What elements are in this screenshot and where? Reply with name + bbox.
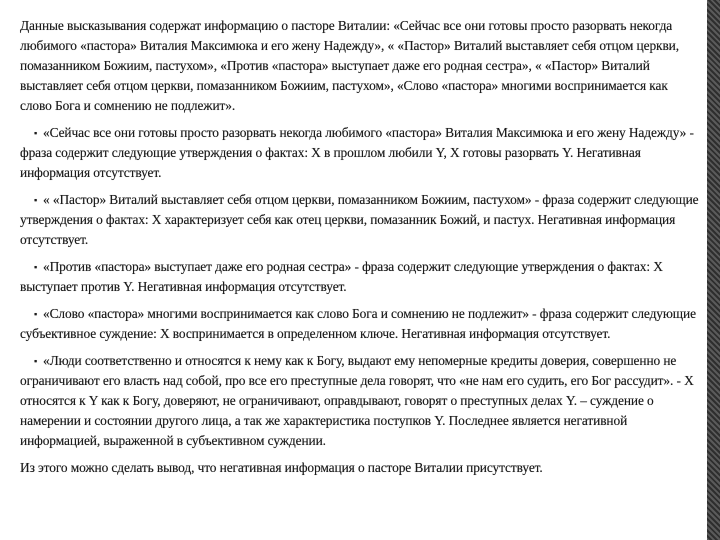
list-item	[20, 190, 710, 250]
conclusion-paragraph: Из этого можно сделать вывод, что негативная информация о пасторе Виталии присутствует.	[20, 460, 543, 475]
document-body	[20, 16, 710, 478]
bullet-icon: ▪	[34, 262, 38, 272]
list-item-text: «Сейчас все они готовы просто разорвать некогда любимого «пастора» Виталия Максимюка и его жену Надежду» - фраза содержит следующие утверждения о фактах: Х в прошлом любили Y, Х готовы разорвать Y. Негативная информация отсутствует.	[20, 125, 694, 180]
list-item-text: «Люди соответственно и относятся к нему как к Богу, выдают ему непомерные кредиты доверия, совершенно не ограничивают его власть над собой, про все его преступные дела говорят, что «не нам его судить, его Бог рассудит». - Х относятся к Y как к Богу, доверяют, не ограничивают, оправдывают, говорят о преступных делах Y. – суждение о намерении и состоянии другого лица, а так же характеристика поступков Y. Последнее является негативной информацией, выраженной в субъективном суждении.	[20, 353, 694, 448]
list-item	[20, 351, 710, 451]
list-item-text: «Против «пастора» выступает даже его родная сестра» - фраза содержит следующие утверждения о фактах: Х выступает против Y. Негативная информация отсутствует.	[20, 259, 663, 294]
intro-paragraph: Данные высказывания содержат информацию о пасторе Виталии: «Сейчас все они готовы просто разорвать некогда любимого «пастора» Виталия Максимюка и его жену Надежду», « «Пастор» Виталий выставляет себя отцом церкви, помазанником Божиим, пастухом», «Против «пастора» выступает даже его родная сестра», « «Пастор» Виталий выставляет себя отцом церкви, помазанником Божиим, пастухом», «Слово «пастора» многими воспринимается как слово Бога и сомнению не подлежит».	[20, 18, 679, 113]
bullet-icon: ▪	[34, 356, 38, 366]
bullet-list	[20, 123, 710, 451]
list-item	[20, 304, 710, 344]
list-item-text: « «Пастор» Виталий выставляет себя отцом церкви, помазанником Божиим, пастухом» - фраза содержит следующие утверждения о фактах: Х характеризует себя как отец церкви, помазанник Божий, и пастух. Негативная информация отсутствует.	[20, 192, 699, 247]
bullet-icon: ▪	[34, 309, 38, 319]
bullet-icon: ▪	[34, 128, 38, 138]
list-item	[20, 123, 710, 183]
list-item-text: «Слово «пастора» многими воспринимается как слово Бога и сомнению не подлежит» - фраза содержит следующие субъективное суждение: Х воспринимается в определенном ключе. Негативная информация отсутствует.	[20, 306, 696, 341]
bullet-icon: ▪	[34, 195, 38, 205]
list-item	[20, 257, 710, 297]
